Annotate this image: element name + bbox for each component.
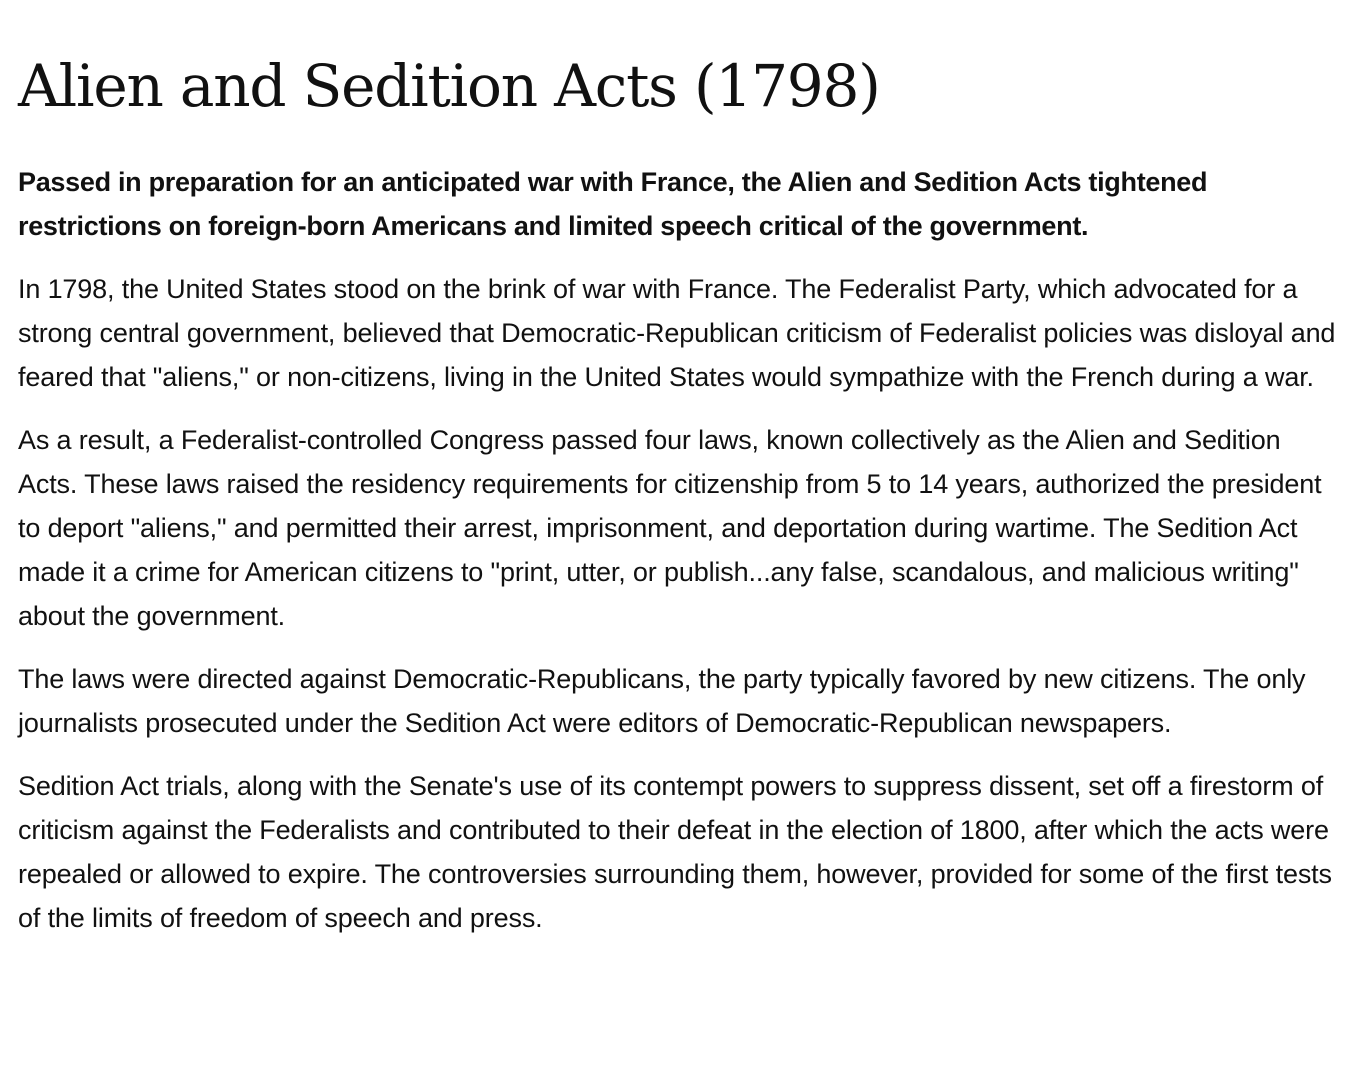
article-paragraph: As a result, a Federalist-controlled Congress passed four laws, known collectively as the Alien and Sedition Acts. These laws raised the residency requirements for citizenship from 5 to 14 years, authorized the president to deport "aliens," and permitted their arrest, imprisonment, and deportation during wartime. The Sedition Act made it a crime for American citizens to "print, utter, or publish...any false, scandalous, and malicious writing" about the government. <box>18 424 1322 631</box>
article-lede: Passed in preparation for an anticipated war with France, the Alien and Sedition Acts tightened restrictions on foreign-born Americans and limited speech critical of the government. <box>18 166 1208 241</box>
article-paragraph: Sedition Act trials, along with the Senate's use of its contempt powers to suppress dissent, set off a firestorm of criticism against the Federalists and contributed to their defeat in the election of 1800, after which the acts were repealed or allowed to expire. The controversies surrounding them, however, provided for some of the first tests of the limits of freedom of speech and press. <box>18 770 1332 933</box>
page-title: Alien and Sedition Acts (1798) <box>18 52 880 120</box>
article <box>18 52 1344 959</box>
article-paragraph: The laws were directed against Democratic-Republicans, the party typically favored by new citizens. The only journalists prosecuted under the Sedition Act were editors of Democratic-Republican newspapers. <box>18 663 1306 738</box>
article-paragraph: In 1798, the United States stood on the brink of war with France. The Federalist Party, which advocated for a strong central government, believed that Democratic-Republican criticism of Federalist policies was disloyal and feared that "aliens," or non-citizens, living in the United States would sympathize with the French during a war. <box>18 273 1336 392</box>
